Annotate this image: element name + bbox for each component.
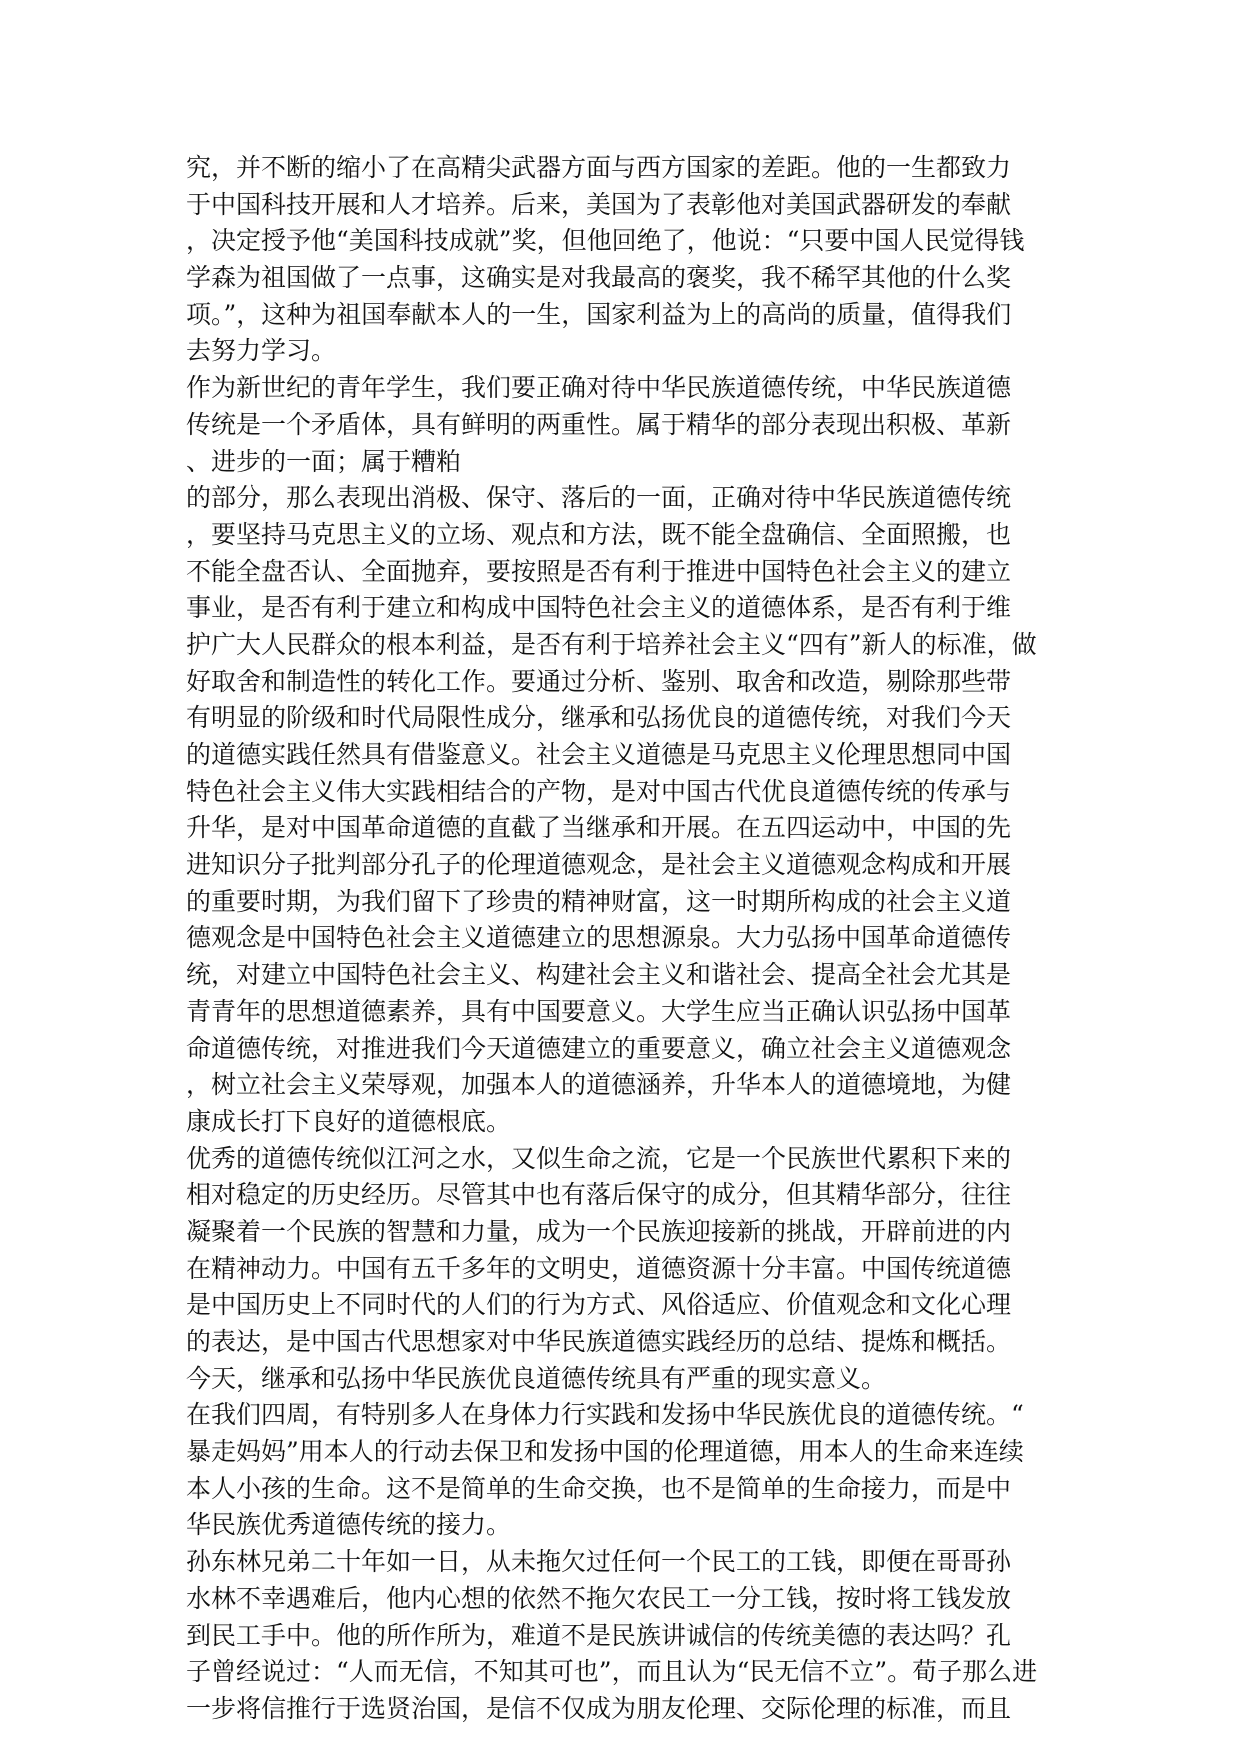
text-line: 究，并不断的缩小了在高精尖武器方面与西方国家的差距。他的一生都致力	[186, 153, 1012, 182]
text-line: 到民工手中。他的所作所为，难道不是民族讲诚信的传统美德的表达吗？孔	[186, 1620, 1012, 1650]
text-line: 传统是一个矛盾体，具有鲜明的两重性。属于精华的部分表现出积极、革新	[186, 409, 1012, 439]
text-line: 凝聚着一个民族的智慧和力量，成为一个民族迎接新的挑战，开辟前进的内	[186, 1216, 1012, 1246]
text-line: 项。”，这种为祖国奉献本人的一生，国家利益为上的高尚的质量，值得我们	[186, 299, 1012, 329]
text-line: 统，对建立中国特色社会主义、构建社会主义和谐社会、提高全社会尤其是	[186, 960, 1012, 990]
text-line: ，决定授予他“美国科技成就”奖，但他回绝了，他说：“只要中国人民觉得钱	[186, 226, 1025, 256]
text-line: 特色社会主义伟大实践相结合的产物，是对中国古代优良道德传统的传承与	[186, 776, 1012, 806]
text-line: 进知识分子批判部分孔子的伦理道德观念，是社会主义道德观念构成和开展	[186, 850, 1012, 880]
text-line: 于中国科技开展和人才培养。后来，美国为了表彰他对美国武器研发的奉献	[186, 189, 1012, 219]
text-line: 德观念是中国特色社会主义道德建立的思想源泉。大力弘扬中国革命道德传	[186, 923, 1012, 953]
text-line: ，树立社会主义荣辱观，加强本人的道德涵养，升华本人的道德境地，为健	[186, 1070, 1012, 1100]
text-line: 命道德传统，对推进我们今天道德建立的重要意义，确立社会主义道德观念	[186, 1033, 1012, 1063]
text-line: 相对稳定的历史经历。尽管其中也有落后保守的成分，但其精华部分，往往	[186, 1180, 1012, 1210]
text-line: 青青年的思想道德素养，具有中国要意义。大学生应当正确认识弘扬中国革	[186, 996, 1012, 1026]
text-line: 在我们四周，有特别多人在身体力行实践和发扬中华民族优良的道德传统。“	[186, 1400, 1024, 1430]
text-line: 学森为祖国做了一点事，这确实是对我最高的褒奖，我不稀罕其他的什么奖	[186, 263, 1012, 293]
text-line: 好取舍和制造性的转化工作。要通过分析、鉴别、取舍和改造，剔除那些带	[186, 666, 1012, 696]
text-line: 今天，继承和弘扬中华民族优良道德传统具有严重的现实意义。	[186, 1363, 887, 1393]
text-line: 水林不幸遇难后，他内心想的依然不拖欠农民工一分工钱，按时将工钱发放	[186, 1583, 1012, 1613]
text-line: 升华，是对中国革命道德的直截了当继承和开展。在五四运动中，中国的先	[186, 813, 1012, 843]
text-line: 不能全盘否认、全面抛弃，要按照是否有利于推进中国特色社会主义的建立	[186, 556, 1012, 586]
text-line: 本人小孩的生命。这不是简单的生命交换，也不是简单的生命接力，而是中	[186, 1473, 1012, 1503]
text-line: 的部分，那么表现出消极、保守、落后的一面，正确对待中华民族道德传统	[186, 483, 1012, 513]
text-line: 是中国历史上不同时代的人们的行为方式、风俗适应、价值观念和文化心理	[186, 1290, 1012, 1320]
text-line: 暴走妈妈”用本人的行动去保卫和发扬中国的伦理道德，用本人的生命来连续	[186, 1437, 1024, 1467]
text-line: 的重要时期，为我们留下了珍贵的精神财富，这一时期所构成的社会主义道	[186, 886, 1012, 916]
text-line: ，要坚持马克思主义的立场、观点和方法，既不能全盘确信、全面照搬，也	[186, 519, 1012, 549]
text-line: 的表达，是中国古代思想家对中华民族道德实践经历的总结、提炼和概括。	[186, 1327, 1012, 1356]
text-line: 作为新世纪的青年学生，我们要正确对待中华民族道德传统，中华民族道德	[186, 373, 1012, 403]
text-line: 、进步的一面；属于糟粕	[186, 446, 462, 476]
text-line: 事业，是否有利于建立和构成中国特色社会主义的道德体系，是否有利于维	[186, 593, 1012, 623]
text-line: 有明显的阶级和时代局限性成分，继承和弘扬优良的道德传统，对我们今天	[186, 703, 1012, 733]
text-line: 康成长打下良好的道德根底。	[186, 1106, 512, 1136]
text-line: 孙东林兄弟二十年如一日，从未拖欠过任何一个民工的工钱，即便在哥哥孙	[186, 1547, 1012, 1577]
text-line: 去努力学习。	[186, 336, 337, 366]
text-line: 在精神动力。中国有五千多年的文明史，道德资源十分丰富。中国传统道德	[186, 1253, 1012, 1283]
text-line: 优秀的道德传统似江河之水，又似生命之流，它是一个民族世代累积下来的	[186, 1143, 1012, 1173]
text-line: 子曾经说过：“人而无信，不知其可也”，而且认为“民无信不立”。荀子那么进	[186, 1657, 1038, 1687]
text-line: 护广大人民群众的根本利益，是否有利于培养社会主义“四有”新人的标准，做	[186, 629, 1037, 659]
body-text	[186, 150, 1066, 1728]
text-line: 华民族优秀道德传统的接力。	[186, 1510, 512, 1540]
text-line: 一步将信推行于选贤治国，是信不仅成为朋友伦理、交际伦理的标准，而且	[186, 1693, 1012, 1723]
text-line: 的道德实践任然具有借鉴意义。社会主义道德是马克思主义伦理思想同中国	[186, 740, 1012, 769]
